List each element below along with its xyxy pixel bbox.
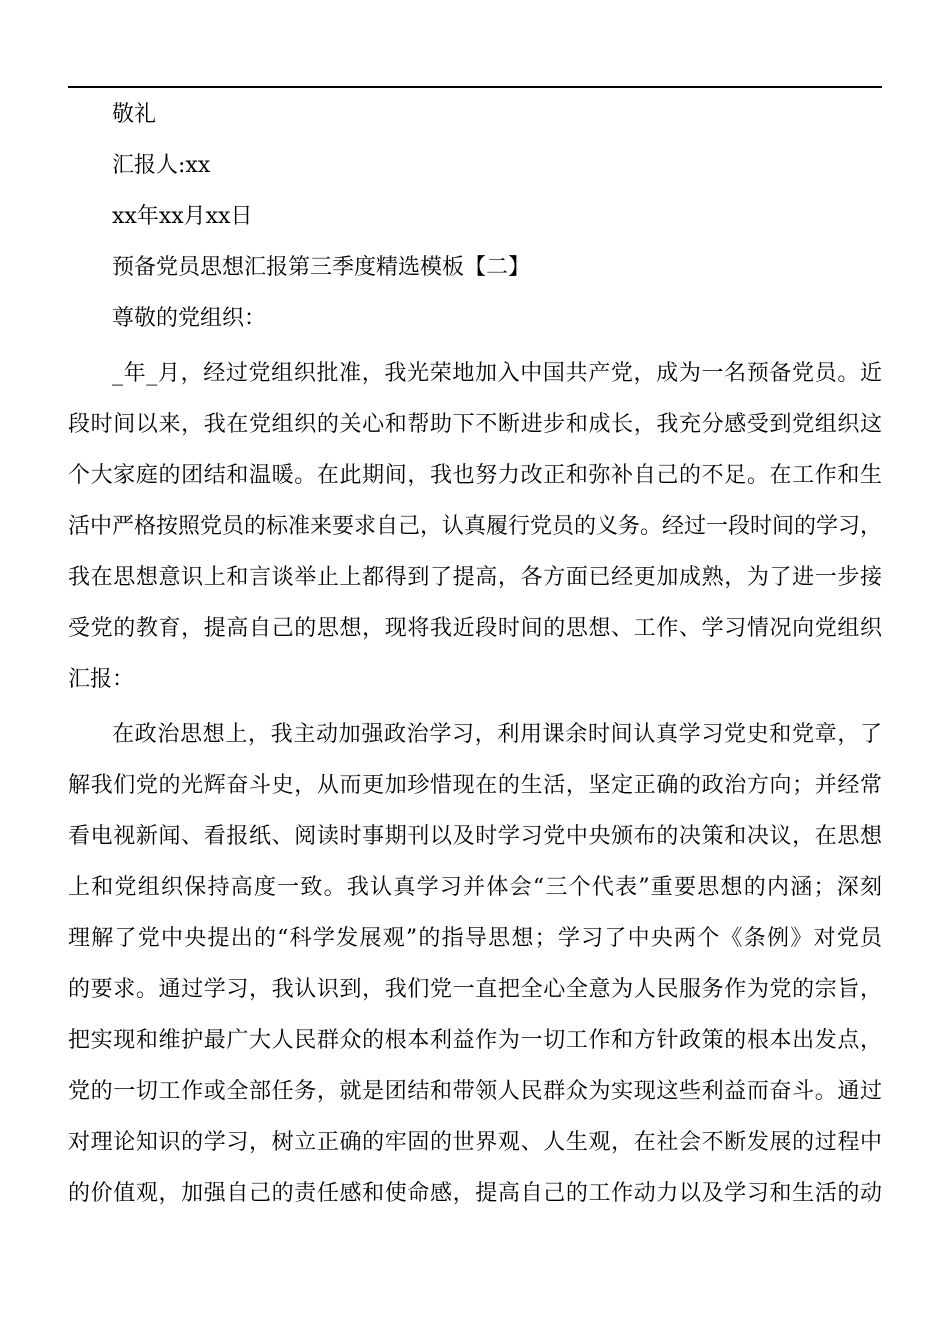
paragraph-line: 解我们党的光辉奋斗史，从而更加珍惜现在的生活，坚定正确的政治方向；并经常 bbox=[68, 773, 882, 798]
document-body bbox=[68, 89, 882, 1219]
paragraph-line: 我在思想意识上和言谈举止上都得到了提高，各方面已经更加成熟，为了进一步接 bbox=[68, 565, 882, 590]
paragraph-line: 上和党组织保持高度一致。我认真学习并体会“三个代表”重要思想的内涵；深刻 bbox=[68, 875, 882, 900]
header-rule bbox=[68, 86, 882, 88]
paragraph-line: 理解了党中央提出的“科学发展观”的指导思想；学习了中央两个《条例》对党员 bbox=[68, 926, 882, 951]
reporter-line: 汇报人:xx bbox=[112, 153, 211, 178]
paragraph-line: 的价值观，加强自己的责任感和使命感，提高自己的工作动力以及学习和生活的动 bbox=[68, 1181, 882, 1206]
paragraph-line: 看电视新闻、看报纸、阅读时事期刊以及时学习党中央颁布的决策和决议，在思想 bbox=[68, 824, 882, 849]
paragraph-line: 活中严格按照党员的标准来要求自己，认真履行党员的义务。经过一段时间的学习， bbox=[68, 514, 882, 539]
date-line: xx年xx月xx日 bbox=[112, 204, 253, 229]
paragraph-line: 把实现和维护最广大人民群众的根本利益作为一切工作和方针政策的根本出发点， bbox=[68, 1028, 882, 1053]
section-title: 预备党员思想汇报第三季度精选模板【二】 bbox=[112, 255, 531, 280]
paragraph-line: _年_月，经过党组织批准，我光荣地加入中国共产党，成为一名预备党员。近 bbox=[112, 361, 882, 386]
paragraph-line: 段时间以来，我在党组织的关心和帮助下不断进步和成长，我充分感受到党组织这 bbox=[68, 412, 882, 437]
paragraph-1 bbox=[68, 348, 882, 705]
closing-line: 敬礼 bbox=[112, 102, 157, 127]
paragraph-line: 受党的教育，提高自己的思想，现将我近段时间的思想、工作、学习情况向党组织 bbox=[68, 616, 882, 641]
paragraph-line: 对理论知识的学习，树立正确的牢固的世界观、人生观，在社会不断发展的过程中 bbox=[68, 1130, 882, 1155]
paragraph-2 bbox=[68, 709, 882, 1219]
paragraph-line: 个大家庭的团结和温暖。在此期间，我也努力改正和弥补自己的不足。在工作和生 bbox=[68, 463, 882, 488]
salutation: 尊敬的党组织： bbox=[112, 306, 267, 331]
paragraph-line: 汇报： bbox=[68, 667, 135, 692]
paragraph-line: 党的一切工作或全部任务，就是团结和带领人民群众为实现这些利益而奋斗。通过 bbox=[68, 1079, 882, 1104]
paragraph-line: 在政治思想上，我主动加强政治学习，利用课余时间认真学习党史和党章，了 bbox=[112, 722, 882, 747]
paragraph-line: 的要求。通过学习，我认识到，我们党一直把全心全意为人民服务作为党的宗旨， bbox=[68, 977, 882, 1002]
